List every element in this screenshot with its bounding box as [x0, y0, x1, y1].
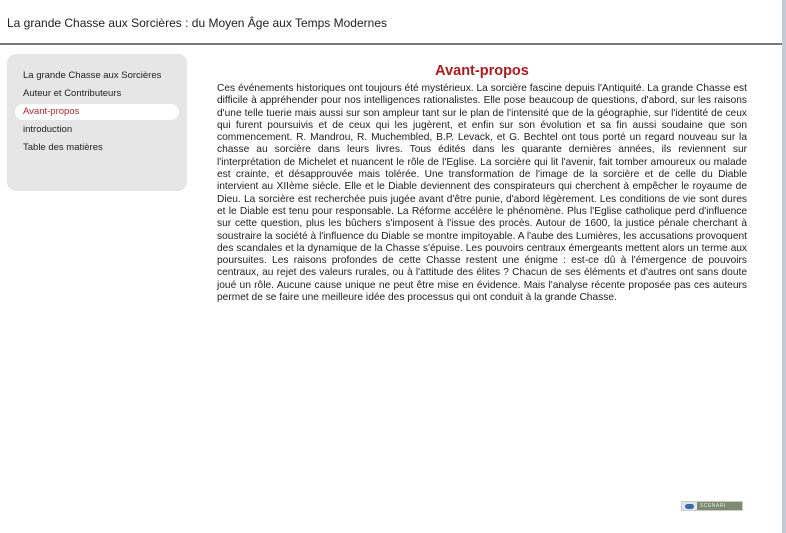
- site-title: La grande Chasse aux Sorcières : du Moyen Âge aux Temps Modernes: [7, 16, 387, 30]
- body-paragraph: Ces événements historiques ont toujours été mystérieux. La sorcière fascine depuis l'Antiquité. La grande Chasse est difficile à appréhender pour nos intelligences rationalistes. Elle pose beaucoup de questions, d'abord, sur les raisons d'une telle tuerie mais aussi sur son ampleur tant sur le plan de l'intensité que de la géographie, sur l'identité de ceux qui furent poursuivis et de ceux qui les jugèrent, et enfin sur son évolution et sa fin aussi soudaine que son commencement. R. Mandrou, R. Muchembled, B.P. Levack, et G. Bechtel ont tous porté un regard nouveau sur la chasse au sorcière dans leurs livres. Tous édités dans les quarante dernières années, ils reviennent sur l'interprétation de Michelet et nuancent le rôle de l'Eglise. La sorcière qui lit l'avenir, fait tomber amoureux ou malade est crainte, et désapprouvée mais tolérée. Une transformation de l'image de la sorcière et de celle du Diable intervient au XIIème siècle. Elle et le Diable deviennent des conspirateurs qui cherchent à empêcher le royaume de Dieu. La sorcière est recherchée puis jugée avant d'être punie, d'abord légèrement. Les conditions de vie sont dures et le Diable est tenu pour responsable. La Réforme accélère le phénomène. Plus l'Eglise catholique perd d'influence sur cette question, plus les bûchers s'imposent à l'issue des procès. Autour de 1600, la justice pénale cherchant à soustraire la société à l'influence du Diable se montre impitoyable. A l'aube des Lumières, les accusations provoquent des scandales et la dynamique de la Chasse s'épuise. Les pouvoirs centraux émergeants mettent alors un terme aux poursuites. Les raisons profondes de cette Chasse restent une énigme : est-ce dû à l'émergence de pouvoirs centraux, au rejet des valeurs rurales, ou à l'attitude des élites ? Chacun de ses éléments et d'autres ont sans doute joué un rôle. Aucune cause unique ne peut être mise en évidence. Mais l'analyse récente proposée pas ces auteurs permet de se faire une meilleure idée des processus qui ont conduit à la grande Chasse.: [217, 83, 747, 304]
- header: [0, 0, 782, 45]
- sidebar-item-la-grande-chasse[interactable]: La grande Chasse aux Sorcières: [23, 70, 162, 81]
- scenari-logo-icon: [682, 502, 697, 510]
- sidebar-item-auteur-et-contributeurs[interactable]: Auteur et Contributeurs: [23, 88, 122, 99]
- page-title: Avant-propos: [435, 63, 529, 79]
- sidebar-item-table-des-matieres[interactable]: Table des matières: [23, 142, 103, 153]
- sidebar-item-avant-propos[interactable]: Avant-propos: [15, 104, 179, 120]
- scenari-badge-link[interactable]: [681, 501, 743, 511]
- main-content: [217, 62, 747, 304]
- sidebar-item-introduction[interactable]: introduction: [23, 124, 73, 135]
- sidebar-nav: [7, 54, 187, 191]
- window-edge-scrollbar[interactable]: [782, 0, 786, 533]
- scenari-badge-label: SCENARI: [697, 502, 742, 510]
